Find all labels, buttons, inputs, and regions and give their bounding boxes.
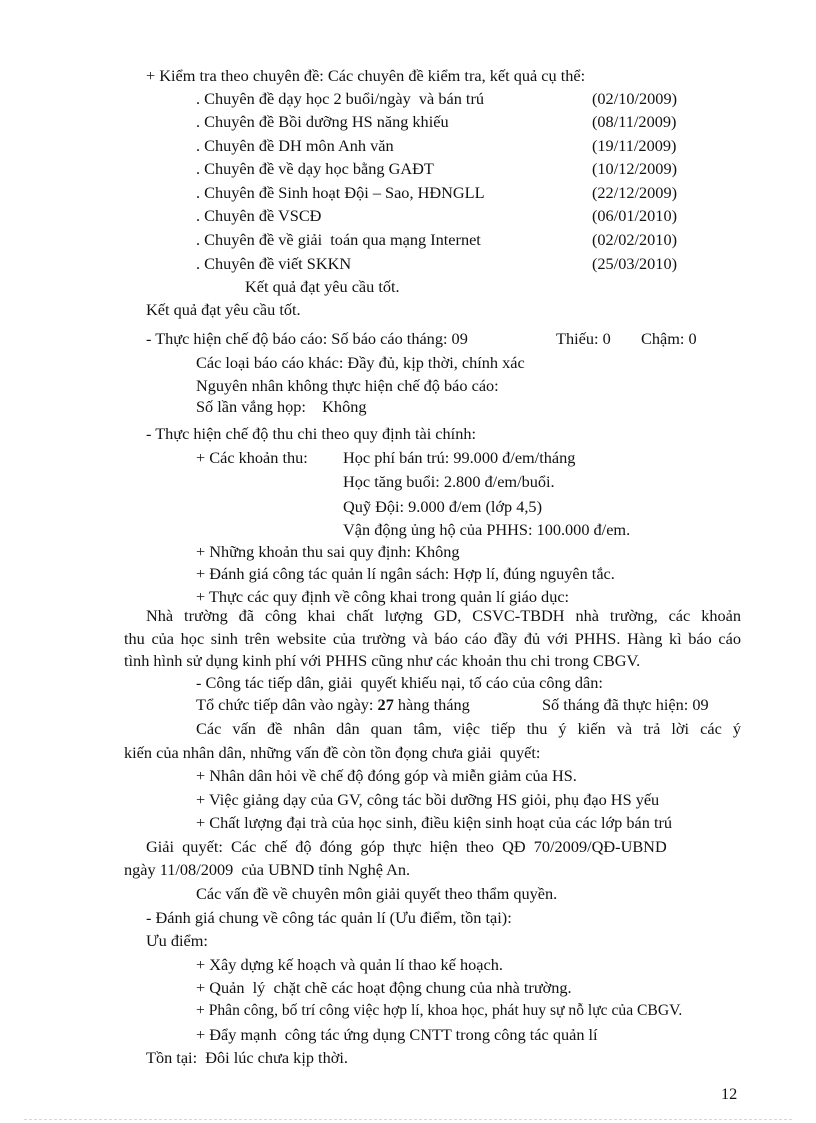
topic-item-date: (02/10/2009): [592, 89, 678, 108]
reports-other: Các loại báo cáo khác: Đầy đủ, kịp thời, chính xác: [196, 353, 525, 372]
income-item: Quỹ Đội: 9.000 đ/em (lớp 4,5): [343, 497, 542, 516]
strength-item: + Quản lý chặt chẽ các hoạt động chung của nhà trường.: [196, 978, 572, 997]
schedule-day: 27: [377, 695, 394, 714]
reports-missing: Thiếu: 0: [556, 329, 611, 348]
income-item: Vận động ủng hộ của PHHS: 100.000 đ/em.: [343, 520, 631, 539]
solve-line: ngày 11/08/2009 của UBND tỉnh Nghệ An.: [124, 860, 411, 879]
topic-item-date: (19/11/2009): [592, 136, 677, 155]
schedule-label: Tổ chức tiếp dân vào ngày:: [196, 695, 374, 714]
concern-item: + Chất lượng đại trà của học sinh, điều kiện sinh hoạt của các lớp bán trú: [196, 813, 673, 832]
solve-line: Giải quyết: Các chế độ đóng góp thực hiện theo QĐ 70/2009/QĐ-UBND: [146, 837, 667, 856]
topics-result-summary: Kết quả đạt yêu cầu tốt.: [146, 300, 301, 319]
topic-item-date: (02/02/2010): [592, 230, 678, 249]
topic-item-date: (08/11/2009): [592, 112, 677, 131]
topic-item-label: . Chuyên đề VSCĐ: [196, 206, 322, 225]
strength-item: + Xây dựng kế hoạch và quản lí thao kế hoạch.: [196, 955, 503, 974]
management-heading: - Đánh giá chung về công tác quản lí (Ưu điểm, tồn tại):: [146, 908, 512, 927]
topic-item-label: . Chuyên đề dạy học 2 buổi/ngày và bán trú: [196, 89, 485, 108]
publicity-paragraph-line: thu của học sinh trên website của trường và báo cáo đầy đủ với PHHS. Hàng kì báo cáo: [124, 629, 741, 648]
strengths-label: Ưu điểm:: [146, 931, 208, 950]
reports-heading: - Thực hiện chế độ báo cáo: Số báo cáo tháng: 09: [146, 329, 468, 348]
topic-item-label: . Chuyên đề DH môn Anh văn: [196, 136, 394, 155]
topic-item-date: (10/12/2009): [592, 159, 678, 178]
finance-wrong: + Những khoản thu sai quy định: Không: [196, 542, 460, 561]
concern-item: + Việc giảng dạy của GV, công tác bồi dưỡng HS giỏi, phụ đạo HS yếu: [196, 790, 660, 809]
reports-absent: Số lần vắng họp: Không: [196, 397, 367, 416]
solve-line: Các vấn đề về chuyên môn giải quyết theo thẩm quyền.: [196, 884, 558, 903]
schedule-rest: hàng tháng: [397, 695, 470, 714]
topic-item-label: . Chuyên đề Bồi dưỡng HS năng khiếu: [196, 112, 449, 131]
concern-item: + Nhân dân hỏi về chế độ đóng góp và miễn giảm của HS.: [196, 766, 577, 785]
citizens-schedule: [196, 695, 470, 715]
citizens-heading: - Công tác tiếp dân, giải quyết khiếu nại, tố cáo của công dân:: [196, 673, 603, 692]
reports-late: Chậm: 0: [641, 329, 697, 348]
topic-item-label: . Chuyên đề viết SKKN: [196, 254, 352, 273]
topic-item-label: . Chuyên đề về giải toán qua mạng Internet: [196, 230, 481, 249]
publicity-paragraph-line: tình hình sử dụng kinh phí với PHHS cũng như các khoản thu chi trong CBGV.: [124, 651, 641, 670]
income-item: Học tăng buổi: 2.800 đ/em/buổi.: [343, 472, 555, 491]
topic-item-date: (22/12/2009): [592, 183, 678, 202]
finance-publicity: + Thực các quy định về công khai trong quản lí giáo dục:: [196, 587, 570, 606]
topic-item-date: (06/01/2010): [592, 206, 678, 225]
finance-budget: + Đánh giá công tác quản lí ngân sách: Hợp lí, đúng nguyên tắc.: [196, 564, 615, 583]
topics-result: Kết quả đạt yêu cầu tốt.: [245, 277, 400, 296]
finance-heading: - Thực hiện chế độ thu chi theo quy định tài chính:: [146, 424, 477, 443]
income-label: + Các khoản thu:: [196, 448, 308, 467]
topic-item-label: . Chuyên đề Sinh hoạt Đội – Sao, HĐNGLL: [196, 183, 485, 202]
strength-item: + Phân công, bố trí công việc hợp lí, khoa học, phát huy sự nỗ lực của CBGV.: [196, 1002, 683, 1019]
reports-reason: Nguyên nhân không thực hiện chế độ báo cáo:: [196, 376, 499, 395]
footer-divider: [24, 1119, 792, 1120]
page-number: 12: [721, 1084, 738, 1103]
concerns-line: Các vấn đề nhân dân quan tâm, việc tiếp thu ý kiến và trả lời các ý: [196, 719, 741, 738]
concerns-line: kiến của nhân dân, những vấn đề còn tồn đọng chưa giải quyết:: [124, 743, 541, 762]
topic-item-label: . Chuyên đề về dạy học bằng GAĐT: [196, 159, 434, 178]
income-item: Học phí bán trú: 99.000 đ/em/tháng: [343, 448, 576, 467]
citizens-months-done: Số tháng đã thực hiện: 09: [542, 695, 709, 714]
topics-heading: + Kiểm tra theo chuyên đề: Các chuyên đề kiểm tra, kết quả cụ thể:: [146, 66, 586, 85]
strength-item: + Đẩy mạnh công tác ứng dụng CNTT trong công tác quản lí: [196, 1025, 598, 1044]
publicity-paragraph-line: Nhà trường đã công khai chất lượng GD, CSVC-TBDH nhà trường, các khoản: [146, 606, 741, 625]
weakness-line: Tồn tại: Đôi lúc chưa kịp thời.: [146, 1048, 348, 1067]
topic-item-date: (25/03/2010): [592, 254, 678, 273]
